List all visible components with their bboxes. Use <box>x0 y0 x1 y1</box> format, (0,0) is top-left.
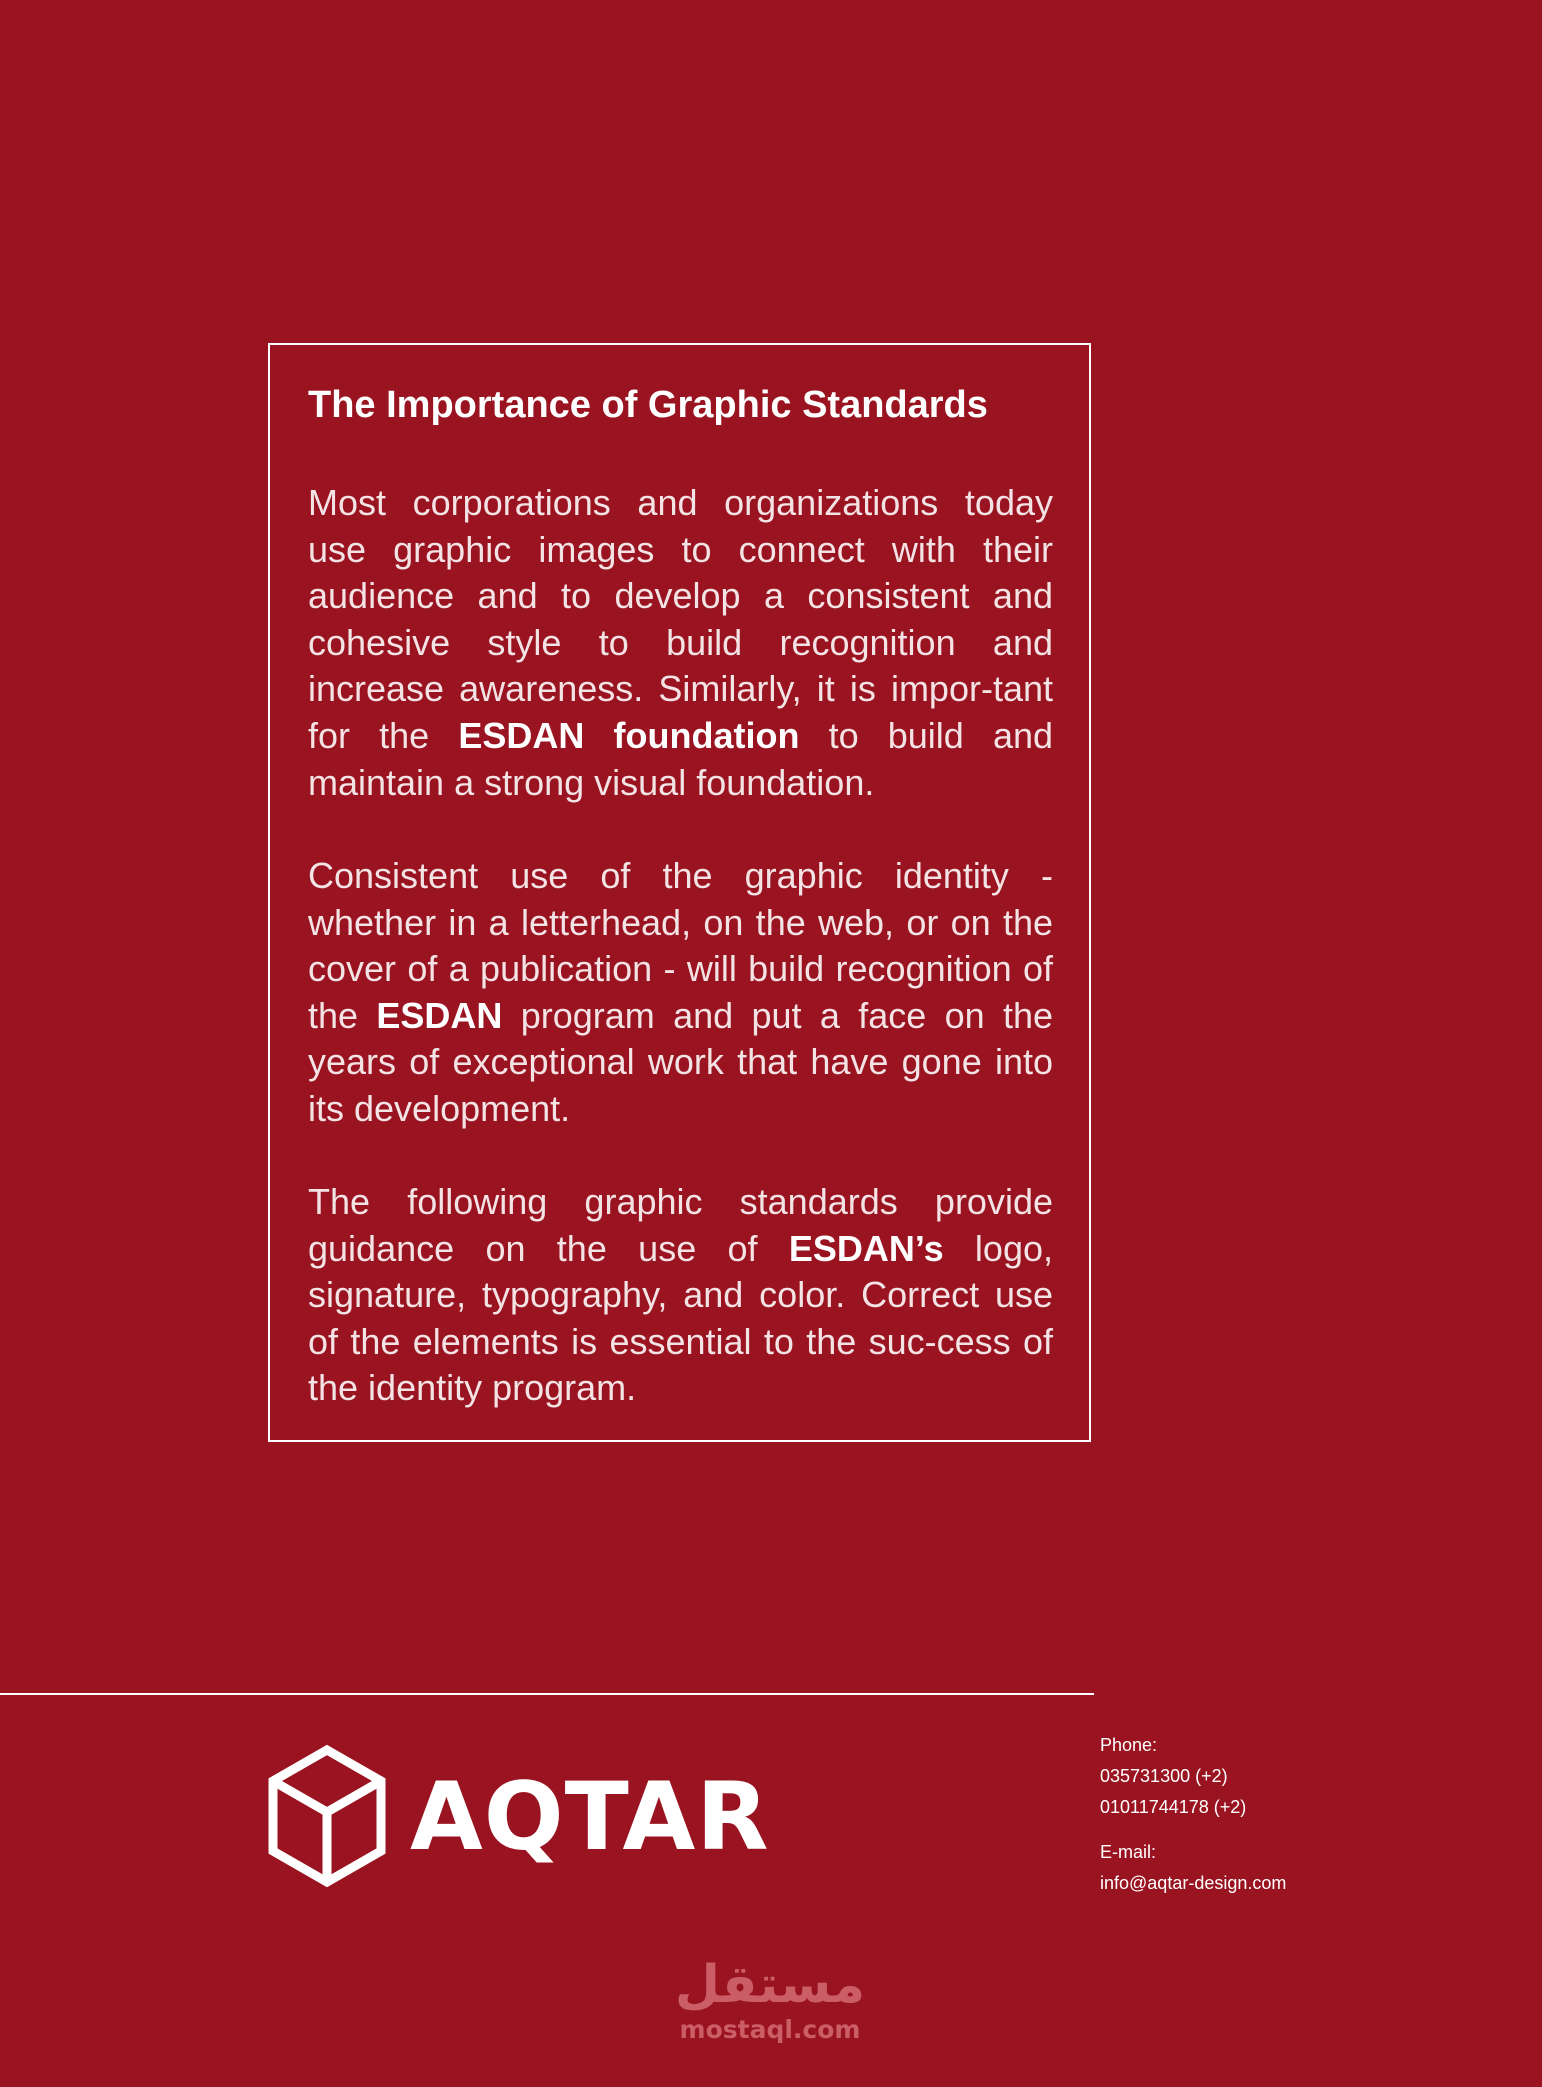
paragraph-text: to build and maintain a strong visual foundation. <box>308 714 1054 803</box>
emphasis-text: ESDAN <box>376 994 503 1036</box>
paragraph-text: The following graphic standards provide guidance on the use of <box>308 1181 1053 1269</box>
paragraph-text: logo, signature, typography, and color. Correct use of the elements is essential to the suc-cess of the identity program. <box>308 1227 1053 1409</box>
email-address: info@aqtar-design.com <box>1100 1873 1287 1893</box>
paragraph-intro <box>308 480 1053 806</box>
contact-info <box>1100 1730 1286 1899</box>
paragraph-text: Most corporations and organizations today use graphic images to connect with their audience and to develop a consistent and cohesive style to build recognition and increase awareness. Similarly, it is impor-tant for the <box>308 482 1053 756</box>
company-logo-text: AQTAR <box>410 1763 770 1872</box>
email-label: E-mail: <box>1100 1842 1157 1862</box>
paragraph-text: program and put a face on the years of exceptional work that have gone into its development. <box>308 994 1054 1129</box>
graphic-standards-box <box>268 343 1091 1442</box>
phone-number: 01011744178 (+2) <box>1100 1797 1247 1817</box>
paragraph-guidance <box>308 1179 1053 1412</box>
footer-divider <box>0 1693 1094 1695</box>
watermark <box>670 1955 870 2045</box>
spacer <box>1100 1823 1286 1837</box>
emphasis-text: ESDAN foundation <box>458 714 800 756</box>
watermark-arabic: مستقل <box>674 1955 866 2015</box>
paragraph-text: Consistent use of the graphic identity - whether in a letterhead, on the web, or on the cover of a publication - will build recognition of the <box>308 855 1053 1036</box>
section-title: The Importance of Graphic Standards <box>308 384 988 426</box>
hexagon-cube-icon <box>264 1744 390 1888</box>
phone-number: 035731300 (+2) <box>1100 1766 1228 1786</box>
emphasis-text: ESDAN’s <box>788 1227 944 1269</box>
paragraph-consistency <box>308 853 1053 1133</box>
phone-label: Phone: <box>1100 1735 1158 1755</box>
watermark-latin: mostaql.com <box>679 2015 861 2044</box>
